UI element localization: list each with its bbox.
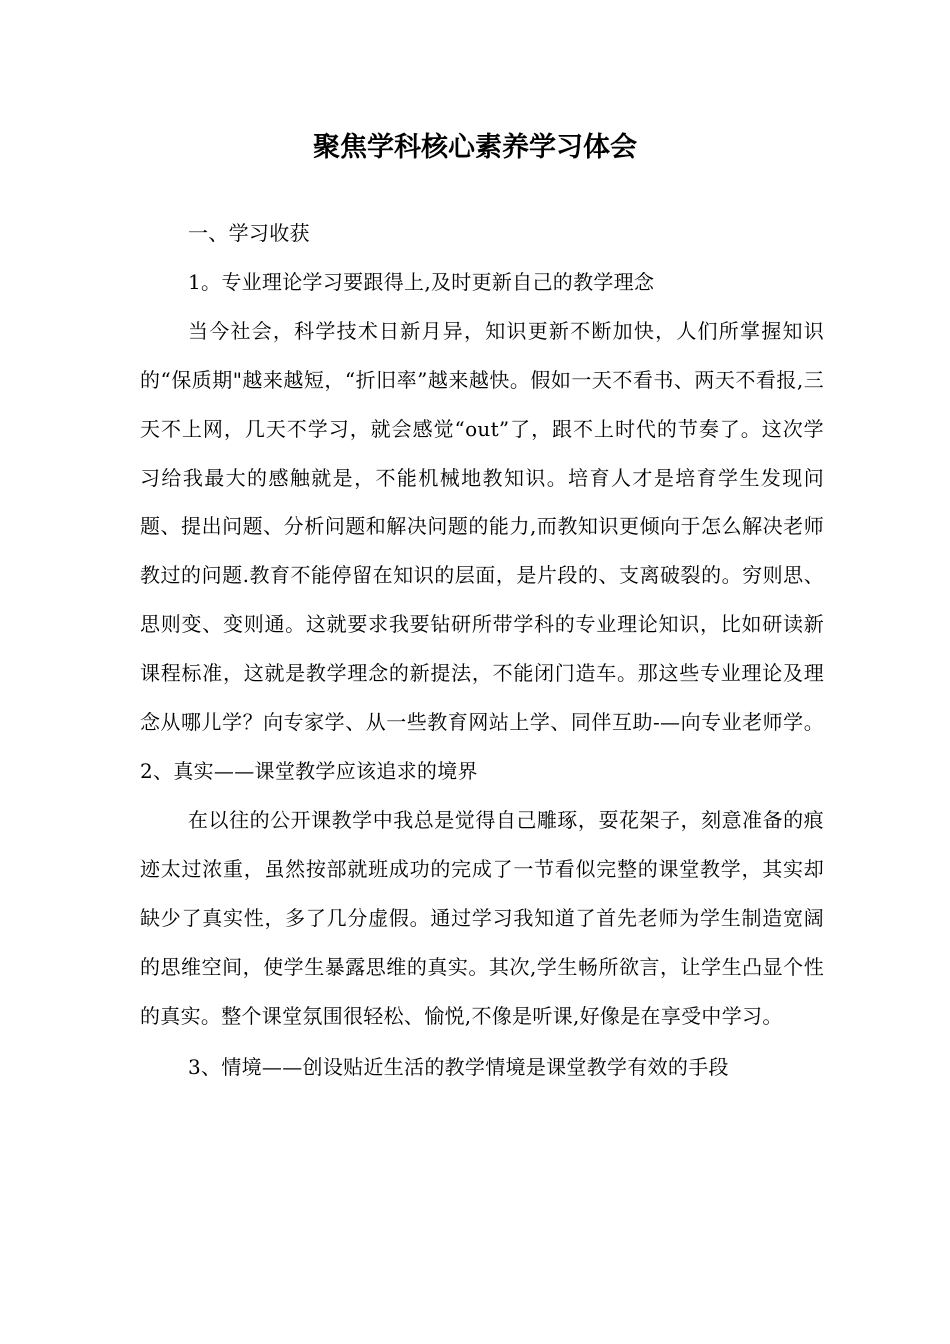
document-body (140, 209, 824, 1092)
subsection-heading: 3、情境——创设贴近生活的教学情境是课堂教学有效的手段 (188, 1055, 729, 1080)
body-paragraph: 当今社会，科学技术日新月异，知识更新不断加快，人们所掌握知识的“保质期"越来越短，“折旧率”越来越快。假如一天不看书、两天不看报,三天不上网，几天不学习，就会感觉“out”了，跟不上时代的节奏了。这次学习给我最大的感触就是，不能机械地教知识。培育人才是培育学生发现问题、提出问题、分析问题和解决问题的能力,而教知识更倾向于怎么解决老师教过的问题.教育不能停留在知识的层面，是片段的、支离破裂的。穷则思、思则变、变则通。这就要求我要钻研所带学科的专业理论知识，比如研读新课程标准，这就是教学理念的新提法，不能闭门造车。那这些专业理论及理念从哪儿学？向专家学、从一些教育网站上学、同伴互助-—向专业老师学。2、真实——课堂教学应该追求的境界 (140, 318, 824, 783)
document-title: 聚焦学科核心素养学习体会 (313, 132, 637, 163)
body-paragraph: 在以往的公开课教学中我总是觉得自己雕琢，耍花架子，刻意准备的痕迹太过浓重，虽然按部就班成功的完成了一节看似完整的课堂教学，其实却缺少了真实性，多了几分虚假。通过学习我知道了首先老师为学生制造宽阔的思维空间，使学生暴露思维的真实。其次,学生畅所欲言，让学生凸显个性的真实。整个课堂氛围很轻松、愉悦,不像是听课,好像是在享受中学习。 (140, 807, 824, 1028)
subsection-heading: 1。专业理论学习要跟得上,及时更新自己的教学理念 (188, 269, 655, 294)
section-heading: 一、学习收获 (188, 221, 310, 245)
